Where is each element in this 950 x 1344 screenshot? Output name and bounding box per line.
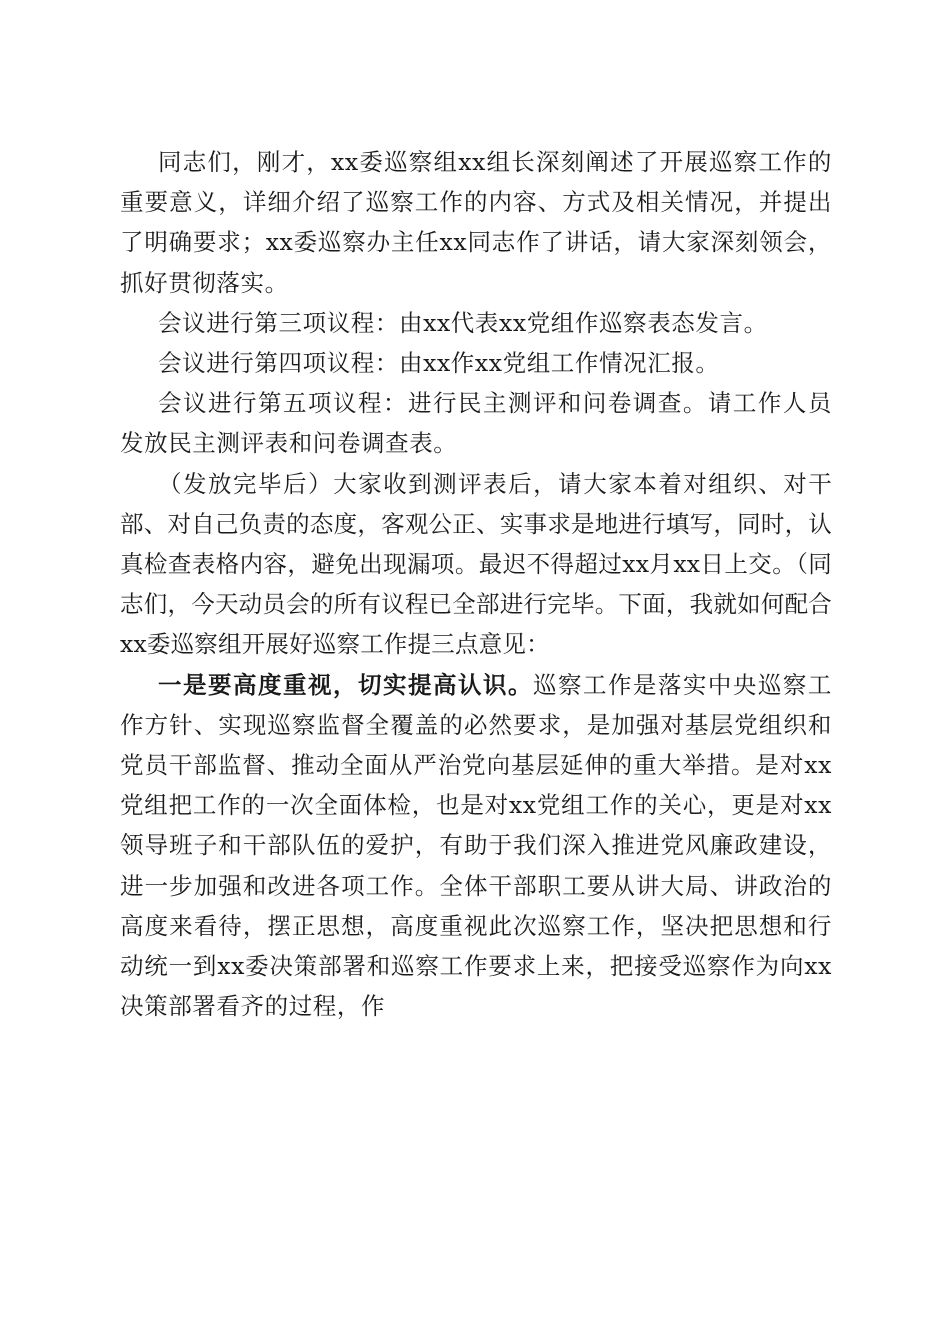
paragraph-4: [120, 383, 832, 463]
paragraph-3: [120, 343, 832, 383]
paragraph-3-text: 会议进行第四项议程：由xx作xx党组工作情况汇报。: [158, 349, 720, 378]
paragraph-2: [120, 303, 832, 343]
paragraph-6-bold-lead: 一是要高度重视，切实提高认识。: [158, 670, 533, 699]
paragraph-2-text: 会议进行第三项议程：由xx代表xx党组作巡察表态发言。: [158, 308, 768, 337]
paragraph-6: [120, 665, 832, 1027]
paragraph-5-text: （发放完毕后）大家收到测评表后，请大家本着对组织、对干部、对自己负责的态度，客观公正、实事求是地进行填写，同时，认真检查表格内容，避免出现漏项。最迟不得超过xx月xx日上交。（同志们，今天动员会的所有议程已全部进行完毕。下面，我就如何配合xx委巡察组开展好巡察工作提三点意见：: [120, 469, 832, 659]
paragraph-4-text: 会议进行第五项议程：进行民主测评和问卷调查。请工作人员发放民主测评表和问卷调查表。: [120, 389, 832, 458]
paragraph-1-text: 同志们，刚才，xx委巡察组xx组长深刻阐述了开展巡察工作的重要意义，详细介绍了巡察工作的内容、方式及相关情况，并提出了明确要求；xx委巡察办主任xx同志作了讲话，请大家深刻领会，抓好贯彻落实。: [120, 148, 832, 297]
paragraph-6-text: 巡察工作是落实中央巡察工作方针、实现巡察监督全覆盖的必然要求，是加强对基层党组织和党员干部监督、推动全面从严治党向基层延伸的重大举措。是对xx党组把工作的一次全面体检，也是对xx党组工作的关心，更是对xx领导班子和干部队伍的爱护，有助于我们深入推进党风廉政建设，进一步加强和改进各项工作。全体干部职工要从讲大局、讲政治的高度来看待，摆正思想，高度重视此次巡察工作，坚决把思想和行动统一到xx委决策部署和巡察工作要求上来，把接受巡察作为向xx决策部署看齐的过程，作: [120, 670, 833, 1021]
document-body: [120, 142, 832, 1026]
paragraph-5: [120, 464, 832, 665]
paragraph-1: [120, 142, 832, 303]
